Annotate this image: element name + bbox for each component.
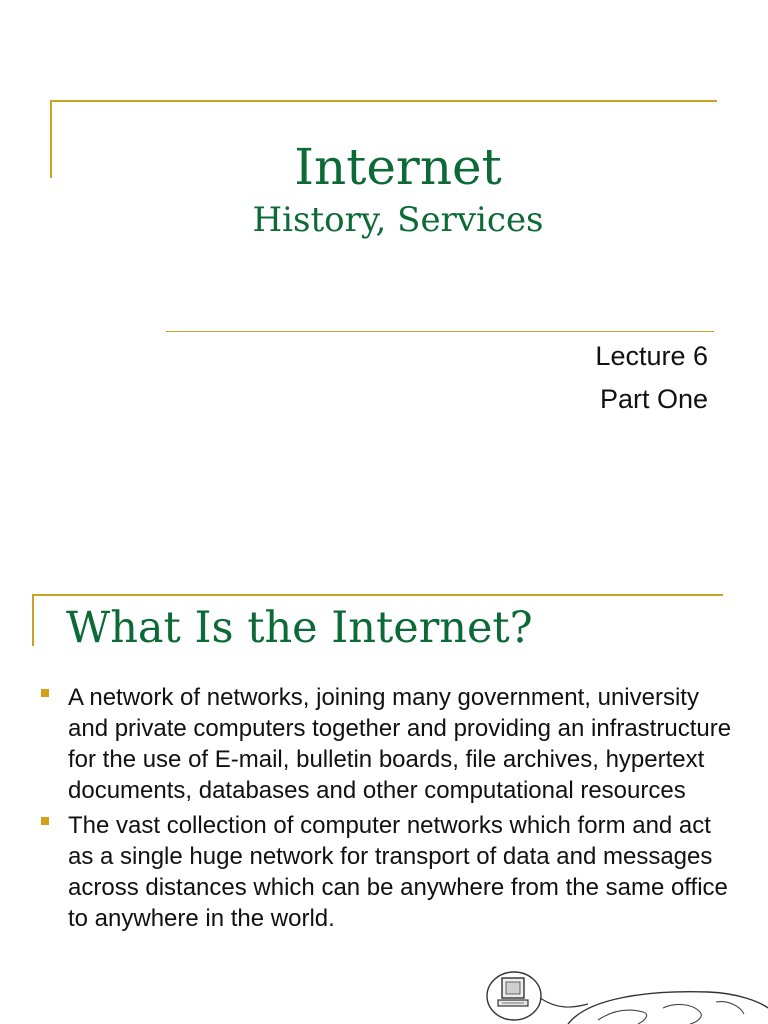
slide-subtitle: History, Services xyxy=(252,200,544,240)
bullet-text: A network of networks, joining many government, university and private computers together and providing an infrastructure for the use of E-mail, bulletin boards, file archives, hypertext documents, databases and other computational resources xyxy=(68,684,732,804)
content-slide xyxy=(0,576,768,1024)
list-item xyxy=(38,810,738,934)
part-label: Part One xyxy=(599,384,708,414)
connection-line xyxy=(540,998,588,1007)
network-clipart xyxy=(478,968,768,1024)
computer-icon xyxy=(487,972,541,1020)
slide-title: What Is the Internet? xyxy=(66,603,533,653)
left-bracket-rule xyxy=(32,594,34,646)
lecture-label: Lecture 6 xyxy=(595,341,708,371)
bullet-list xyxy=(38,682,738,938)
divider-rule xyxy=(166,331,714,332)
top-rule xyxy=(50,100,717,102)
top-rule xyxy=(32,594,723,596)
slide-title: Internet xyxy=(294,138,502,196)
bullet-square-icon xyxy=(41,817,49,825)
globe-icon xyxy=(568,992,768,1024)
list-item xyxy=(38,682,738,806)
bullet-text: The vast collection of computer networks which form and act as a single huge network for transport of data and messages across distances which can be anywhere from the same office to anywhere in the world. xyxy=(68,812,728,932)
bullet-square-icon xyxy=(41,689,49,697)
